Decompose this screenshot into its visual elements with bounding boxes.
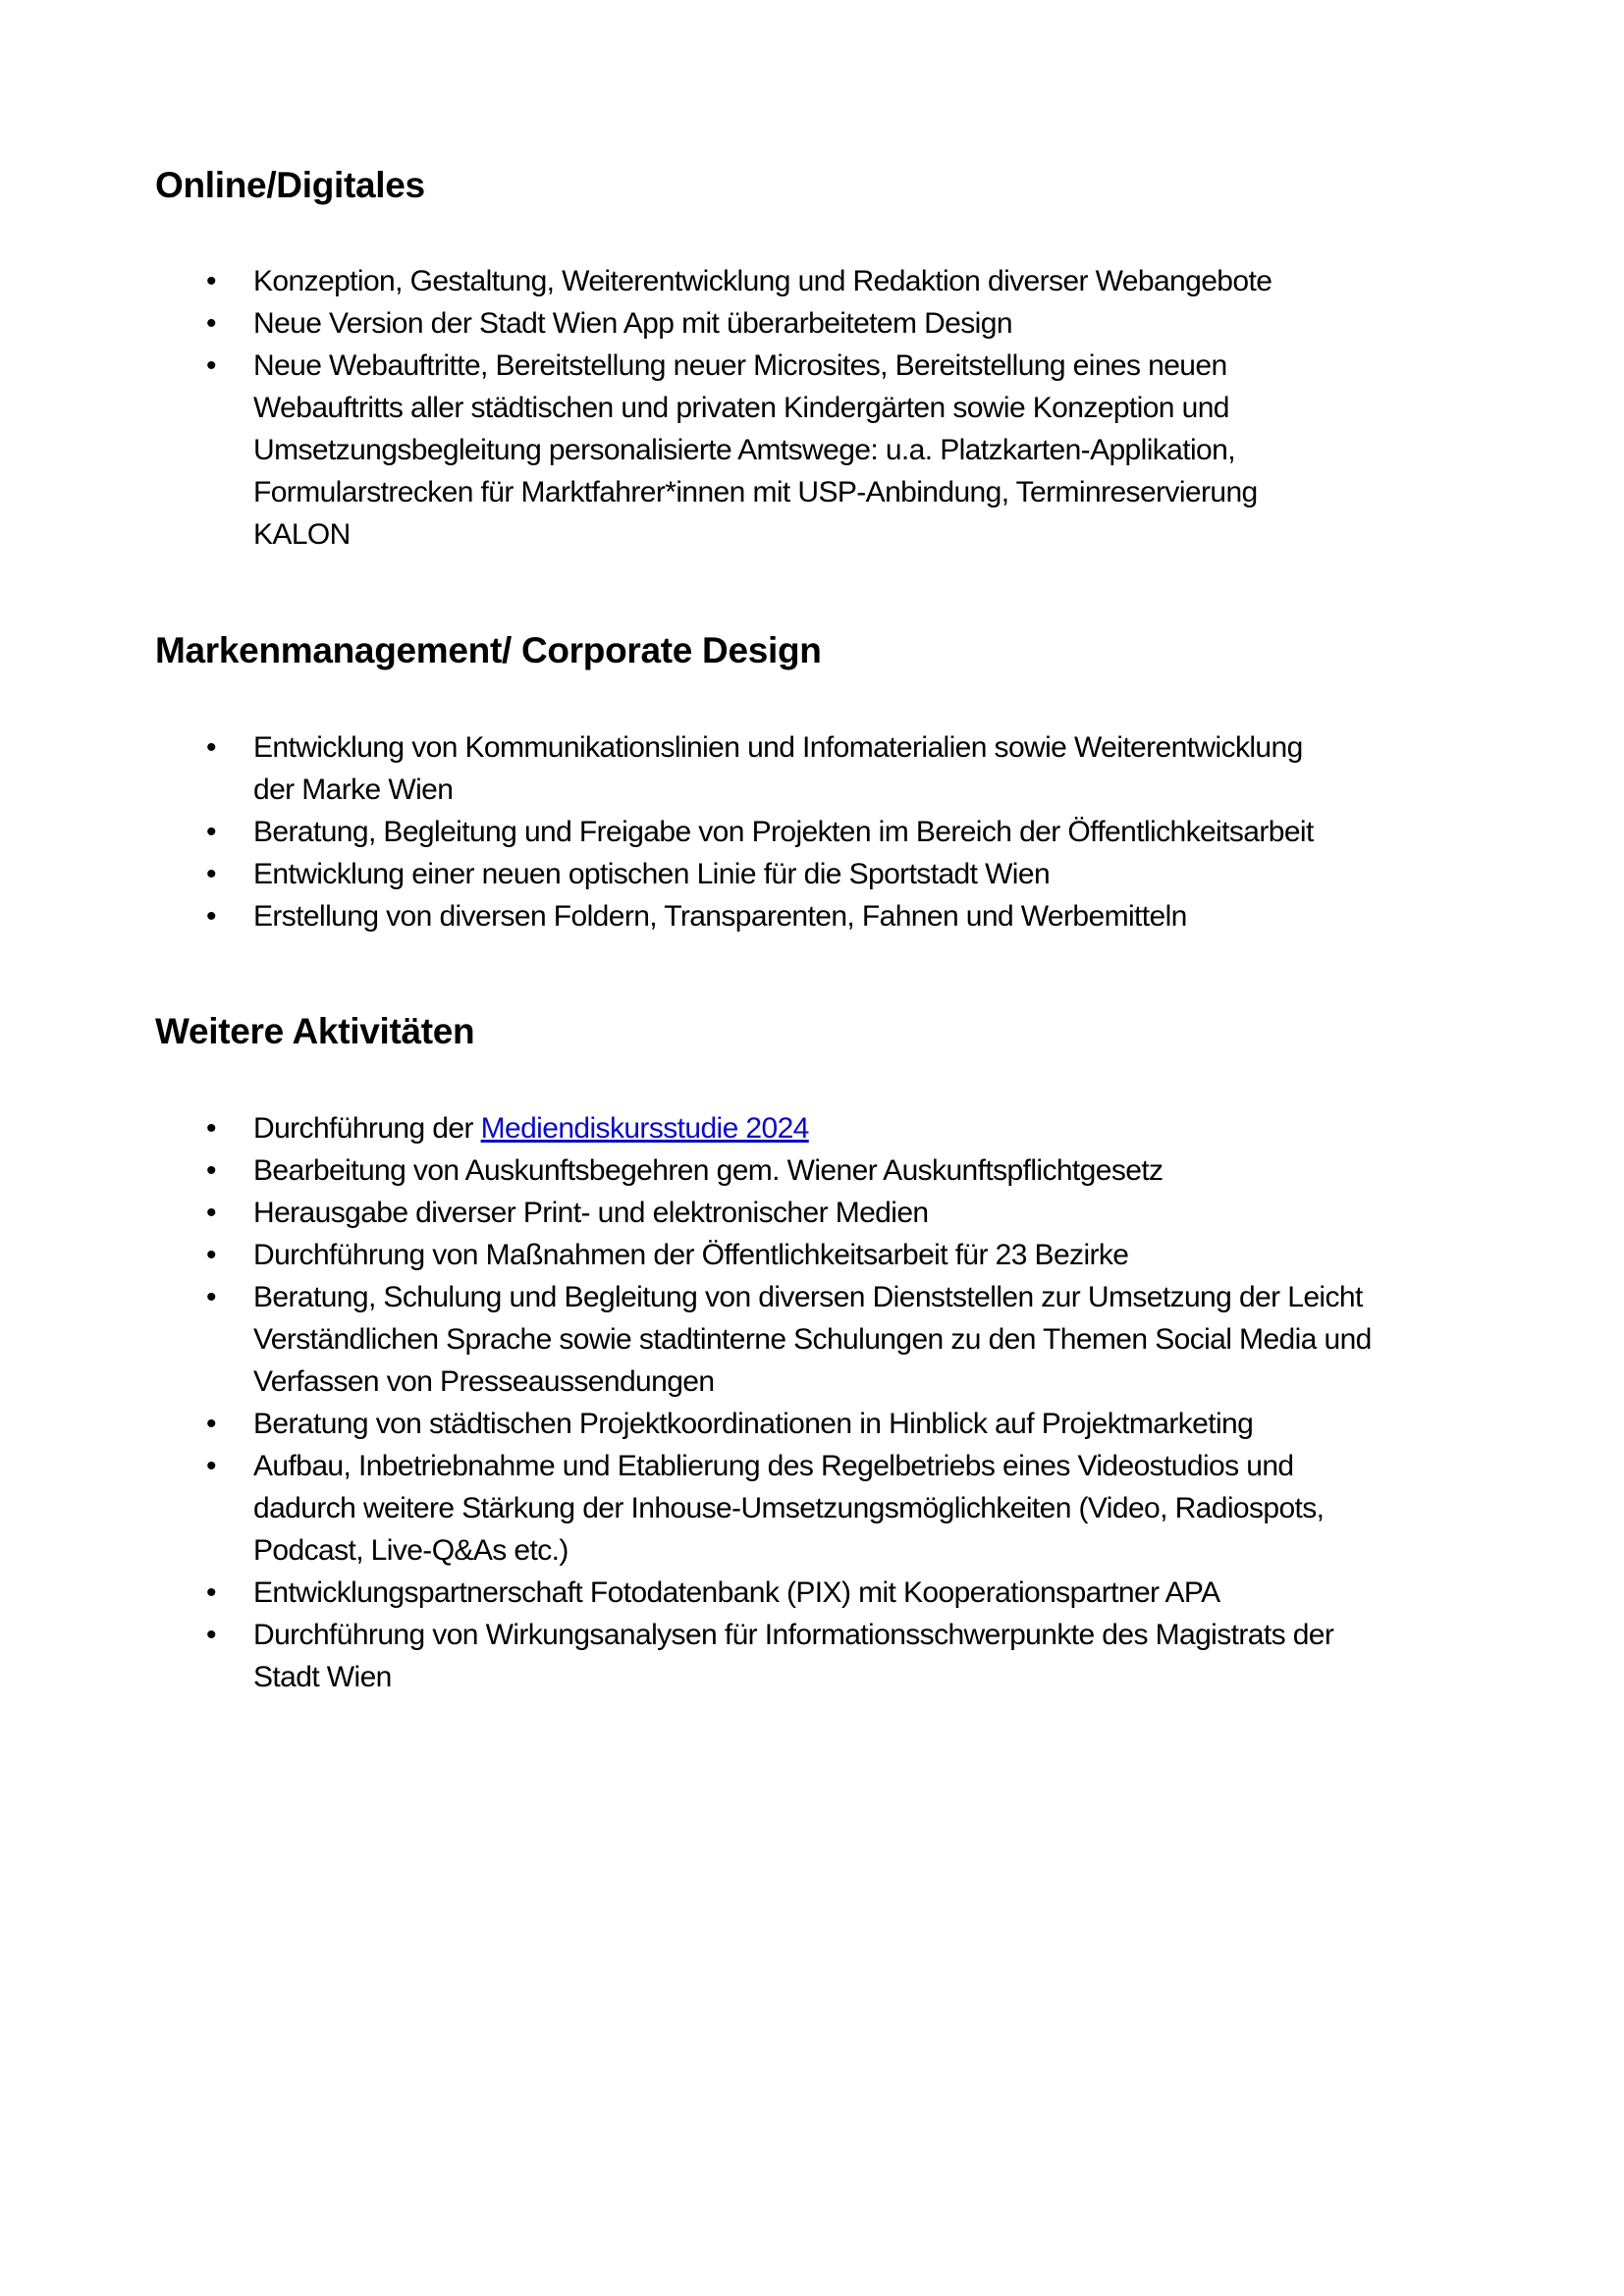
bullet-icon: • xyxy=(206,900,217,933)
list-item-line: Verständlichen Sprache sowie stadtinterne Schulungen zu den Themen Social Media und xyxy=(253,1323,1372,1356)
section-weitere-aktivitaeten xyxy=(155,1007,1530,1693)
list-item xyxy=(155,726,1314,811)
list-item xyxy=(155,1445,1372,1572)
list-item xyxy=(155,895,1314,937)
bullet-list xyxy=(155,726,1314,937)
section-heading: Weitere Aktivitäten xyxy=(155,1011,475,1051)
list-item-line: Umsetzungsbegleitung personalisierte Amtswege: u.a. Platzkarten-Applikation, xyxy=(253,434,1235,466)
list-item xyxy=(155,1614,1372,1698)
bullet-list xyxy=(155,260,1272,556)
section-heading: Markenmanagement/ Corporate Design xyxy=(155,630,822,670)
list-item-line xyxy=(253,1107,1372,1149)
section-heading: Online/Digitales xyxy=(155,165,425,205)
list-item-line: Stadt Wien xyxy=(253,1661,392,1693)
bullet-icon: • xyxy=(206,731,217,764)
list-item xyxy=(155,1276,1372,1403)
section-online-digitales xyxy=(155,161,1530,551)
list-item-line: Entwicklung von Kommunikationslinien und Infomaterialien sowie Weiterentwicklung xyxy=(253,731,1303,764)
list-item-line: Verfassen von Presseaussendungen xyxy=(253,1365,715,1398)
bullet-icon: • xyxy=(206,858,217,890)
list-item-line: dadurch weitere Stärkung der Inhouse-Umsetzungsmöglichkeiten (Video, Radiospots, xyxy=(253,1492,1325,1524)
list-item-line: Durchführung von Maßnahmen der Öffentlichkeitsarbeit für 23 Bezirke xyxy=(253,1239,1129,1271)
bullet-icon: • xyxy=(206,1112,217,1145)
list-item xyxy=(155,260,1272,302)
list-item-line: Entwicklung einer neuen optischen Linie für die Sportstadt Wien xyxy=(253,858,1051,890)
list-item-line: Aufbau, Inbetriebnahme und Etablierung des Regelbetriebs eines Videostudios und xyxy=(253,1450,1294,1482)
section-markenmanagement xyxy=(155,626,1530,933)
list-item-line: Formularstrecken für Marktfahrer*innen mit USP-Anbindung, Terminreservierung xyxy=(253,476,1258,508)
list-item-line: der Marke Wien xyxy=(253,774,454,806)
list-item-line: Beratung von städtischen Projektkoordinationen in Hinblick auf Projektmarketing xyxy=(253,1408,1254,1440)
list-item-line: Podcast, Live-Q&As etc.) xyxy=(253,1534,568,1567)
bullet-icon: • xyxy=(206,349,217,382)
list-item-line: Neue Version der Stadt Wien App mit überarbeitetem Design xyxy=(253,307,1012,340)
list-item xyxy=(155,853,1314,895)
list-item-line: Entwicklungspartnerschaft Fotodatenbank (PIX) mit Kooperationspartner APA xyxy=(253,1576,1220,1609)
bullet-icon: • xyxy=(206,1197,217,1229)
list-item xyxy=(155,1149,1372,1192)
list-item-line: KALON xyxy=(253,518,351,551)
list-item-line: Beratung, Schulung und Begleitung von diversen Dienststellen zur Umsetzung der Leicht xyxy=(253,1281,1363,1313)
bullet-icon: • xyxy=(206,1450,217,1482)
mediendiskursstudie-link[interactable]: Mediendiskursstudie 2024 xyxy=(480,1112,809,1145)
list-item-line: Herausgabe diverser Print- und elektronischer Medien xyxy=(253,1197,929,1229)
list-item xyxy=(155,345,1272,556)
bullet-icon: • xyxy=(206,1281,217,1313)
list-item xyxy=(155,1192,1372,1234)
bullet-icon: • xyxy=(206,1576,217,1609)
bullet-icon: • xyxy=(206,816,217,848)
list-item-line: Neue Webauftritte, Bereitstellung neuer Microsites, Bereitstellung eines neuen xyxy=(253,349,1227,382)
list-item xyxy=(155,302,1272,345)
list-item xyxy=(155,811,1314,853)
list-item-line: Beratung, Begleitung und Freigabe von Projekten im Bereich der Öffentlichkeitsarbeit xyxy=(253,816,1314,848)
list-item-text: Durchführung der xyxy=(253,1112,481,1145)
list-item xyxy=(155,1403,1372,1445)
bullet-icon: • xyxy=(206,1154,217,1187)
list-item-line: Durchführung von Wirkungsanalysen für Informationsschwerpunkte des Magistrats der xyxy=(253,1619,1334,1651)
list-item xyxy=(155,1572,1372,1614)
list-item-line: Bearbeitung von Auskunftsbegehren gem. Wiener Auskunftspflichtgesetz xyxy=(253,1154,1164,1187)
list-item-line: Konzeption, Gestaltung, Weiterentwicklung und Redaktion diverser Webangebote xyxy=(253,265,1272,297)
bullet-icon: • xyxy=(206,1239,217,1271)
list-item xyxy=(155,1234,1372,1276)
list-item-line: Webauftritts aller städtischen und privaten Kindergärten sowie Konzeption und xyxy=(253,392,1229,424)
bullet-list xyxy=(155,1107,1372,1698)
bullet-icon: • xyxy=(206,1408,217,1440)
list-item xyxy=(155,1107,1372,1149)
list-item-line: Erstellung von diversen Foldern, Transparenten, Fahnen und Werbemitteln xyxy=(253,900,1187,933)
bullet-icon: • xyxy=(206,265,217,297)
bullet-icon: • xyxy=(206,1619,217,1651)
bullet-icon: • xyxy=(206,307,217,340)
